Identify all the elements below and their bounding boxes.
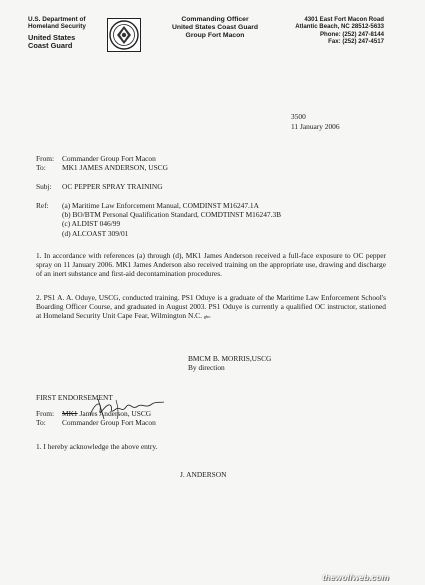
office-line2: United States Coast Guard: [171, 24, 259, 31]
subject-value: OC PEPPER SPRAY TRAINING: [62, 182, 163, 191]
agency-line2: Coast Guard: [28, 41, 73, 51]
fax-line: Fax: (252) 247-4517: [328, 38, 384, 46]
department-line2: Homeland Security: [28, 23, 86, 31]
department-line1: U.S. Department of: [28, 16, 86, 23]
paragraph-1: 1. In accordance with references (a) through (d), MK1 James Anderson received a full-face exposure to OC pepper spray on 11 January 2006. MK1 James Anderson also received training on the appropriate use, drawing and discharge of an inert substance and first-aid decontamination procedures.: [36, 251, 386, 279]
signature-block: [188, 354, 271, 372]
letterhead-office: [160, 16, 270, 40]
coast-guard-seal-icon: [107, 18, 141, 52]
endorsement-to-value: Commander Group Fort Macon: [62, 418, 156, 428]
references-label: Ref:: [36, 201, 49, 210]
handwritten-initials: gbo: [203, 314, 211, 320]
from-label: From:: [36, 154, 55, 163]
subject-label: Subj:: [36, 182, 52, 191]
agency-line1: United States: [28, 33, 76, 43]
endorsement-from-struck: MK1: [62, 409, 78, 418]
endorsement-from-label: From:: [36, 409, 55, 418]
signer-name: BMCM B. MORRIS,USCG: [188, 354, 272, 363]
office-line3: Group Fort Macon: [185, 32, 245, 39]
office-line1: Commanding Officer: [181, 16, 249, 23]
endorsement-from-value: James Anderson, USCG: [77, 409, 152, 418]
watermark: thewolfweb.com: [322, 572, 389, 582]
address-line2: Atlantic Beach, NC 28512-5633: [295, 23, 384, 31]
acknowledgement-paragraph: 1. I hereby acknowledge the above entry.: [36, 442, 158, 451]
phone-line: Phone: (252) 247-8144: [319, 30, 384, 38]
ssic-number: 3500: [291, 112, 306, 121]
reference-item: (b) BO/BTM Personal Qualification Standard, COMDTINST M16247.3B: [62, 210, 282, 220]
letterhead-address: [276, 16, 384, 46]
to-label: To:: [36, 163, 46, 173]
from-to-block: [36, 154, 168, 172]
address-line1: 4301 East Fort Macon Road: [304, 16, 384, 23]
references-block: [36, 201, 281, 238]
memo-date: 11 January 2006: [291, 122, 340, 131]
paragraph-2: [36, 293, 386, 322]
references-list: [62, 201, 281, 238]
paragraph-2-text: 2. PS1 A. A. Oduye, USCG, conducted training. PS1 Oduye is a graduate of the Maritime Law Enforcement School's Boarding Officer Course, and graduated in August 2003. PS1 Oduye is currently a qualified OC instructor, stationed at Homeland Security Unit Cape Fear, Wilmington N.C.: [36, 293, 386, 321]
from-value: Commander Group Fort Macon: [62, 154, 156, 163]
reference-item: (a) Maritime Law Enforcement Manual, COMDINST M16247.1A: [62, 201, 259, 210]
endorsement-to-label: To:: [36, 418, 46, 428]
reference-item: (c) ALDIST 046/99: [62, 219, 121, 229]
reference-item: (d) ALCOAST 309/01: [62, 228, 129, 238]
endorsement-title: FIRST ENDORSEMENT: [36, 393, 113, 402]
endorsement-signer: J. ANDERSON: [180, 470, 227, 479]
subject-line: [36, 182, 163, 191]
endorsement-from-to: [36, 409, 156, 427]
signer-authority: By direction: [188, 363, 225, 373]
letterhead-department: [28, 16, 86, 50]
to-value: MK1 JAMES ANDERSON, USCG: [62, 163, 168, 173]
